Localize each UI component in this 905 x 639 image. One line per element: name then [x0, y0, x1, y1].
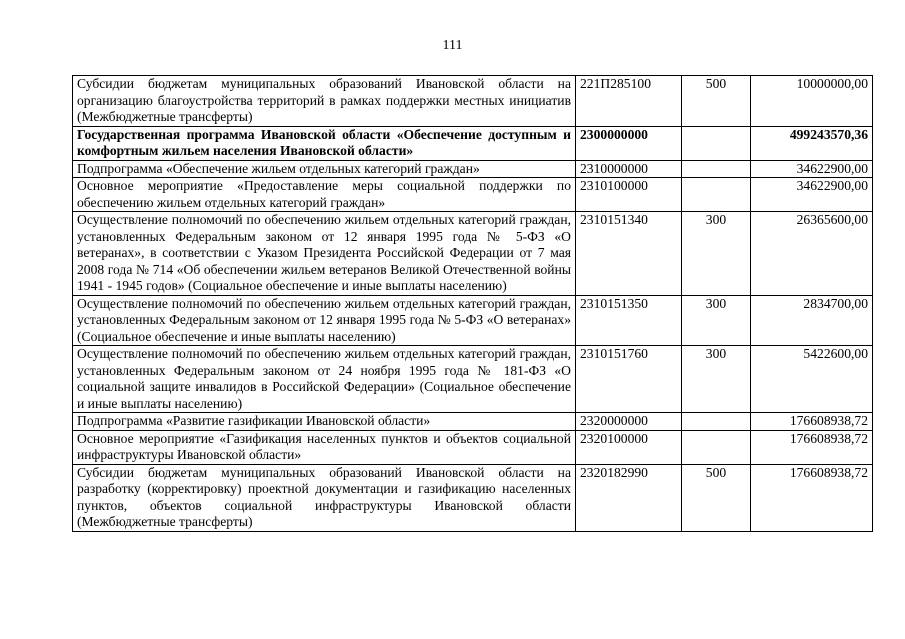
table-row: [73, 346, 873, 413]
row-expense-type-cell: [682, 160, 751, 178]
table-row: [73, 212, 873, 296]
table-row: [73, 295, 873, 346]
row-sum-cell: 499243570,36: [751, 126, 873, 160]
row-sum-cell: 10000000,00: [751, 76, 873, 127]
row-name-cell: Осуществление полномочий по обеспечению жильем отдельных категорий граждан, установленных Федеральным законом от 24 ноября 1995 года № 181-ФЗ «О социальной защите инвалидов в Российской Федерации» (Социальное обеспечение и иные выплаты населению): [73, 346, 576, 413]
table-row: [73, 76, 873, 127]
row-code-cell: 2320182990: [576, 464, 682, 531]
row-sum-cell: 176608938,72: [751, 413, 873, 431]
row-expense-type-cell: 500: [682, 464, 751, 531]
row-expense-type-cell: [682, 126, 751, 160]
row-expense-type-cell: [682, 430, 751, 464]
row-sum-cell: 176608938,72: [751, 430, 873, 464]
row-name-cell: Осуществление полномочий по обеспечению жильем отдельных категорий граждан, установленных Федеральным законом от 12 января 1995 года № 5-ФЗ «О ветеранах» (Социальное обеспечение и иные выплаты населению): [73, 295, 576, 346]
row-sum-cell: 2834700,00: [751, 295, 873, 346]
row-name-cell: Основное мероприятие «Предоставление меры социальной поддержки по обеспечению жильем отдельных категорий граждан»: [73, 178, 576, 212]
row-expense-type-cell: 500: [682, 76, 751, 127]
row-sum-cell: 34622900,00: [751, 160, 873, 178]
row-expense-type-cell: 300: [682, 295, 751, 346]
row-sum-cell: 5422600,00: [751, 346, 873, 413]
row-expense-type-cell: [682, 413, 751, 431]
row-name-cell: Подпрограмма «Обеспечение жильем отдельных категорий граждан»: [73, 160, 576, 178]
table-row: [73, 178, 873, 212]
page-number: 111: [442, 38, 463, 53]
row-expense-type-cell: 300: [682, 346, 751, 413]
row-name-cell: Основное мероприятие «Газификация населенных пунктов и объектов социальной инфраструктуры Ивановской области»: [73, 430, 576, 464]
row-sum-cell: 34622900,00: [751, 178, 873, 212]
table-row: [73, 464, 873, 531]
row-expense-type-cell: [682, 178, 751, 212]
row-code-cell: 2320100000: [576, 430, 682, 464]
row-expense-type-cell: 300: [682, 212, 751, 296]
row-code-cell: 2300000000: [576, 126, 682, 160]
row-code-cell: 2310151350: [576, 295, 682, 346]
budget-table-body: [73, 76, 873, 532]
row-name-cell: Субсидии бюджетам муниципальных образований Ивановской области на организацию благоустройства территорий в рамках поддержки местных инициатив (Межбюджетные трансферты): [73, 76, 576, 127]
row-code-cell: 2310151340: [576, 212, 682, 296]
budget-table: [72, 75, 873, 532]
table-row: [73, 160, 873, 178]
row-code-cell: 2310151760: [576, 346, 682, 413]
table-row: [73, 413, 873, 431]
row-sum-cell: 176608938,72: [751, 464, 873, 531]
row-code-cell: 221П285100: [576, 76, 682, 127]
row-name-cell: Подпрограмма «Развитие газификации Ивановской области»: [73, 413, 576, 431]
row-code-cell: 2320000000: [576, 413, 682, 431]
row-sum-cell: 26365600,00: [751, 212, 873, 296]
row-code-cell: 2310100000: [576, 178, 682, 212]
row-name-cell: Осуществление полномочий по обеспечению жильем отдельных категорий граждан, установленных Федеральным законом от 12 января 1995 года № 5-ФЗ «О ветеранах», в соответствии с Указом Президента Российской Федерации от 7 мая 2008 года № 714 «Об обеспечении жильем ветеранов Великой Отечественной войны 1941 - 1945 годов» (Социальное обеспечение и иные выплаты населению): [73, 212, 576, 296]
table-row: [73, 126, 873, 160]
row-name-cell: Субсидии бюджетам муниципальных образований Ивановской области на разработку (корректировку) проектной документации и газификацию населенных пунктов, объектов социальной инфраструктуры Ивановской области (Межбюджетные трансферты): [73, 464, 576, 531]
row-name-cell: Государственная программа Ивановской области «Обеспечение доступным и комфортным жильем населения Ивановской области»: [73, 126, 576, 160]
row-code-cell: 2310000000: [576, 160, 682, 178]
table-row: [73, 430, 873, 464]
